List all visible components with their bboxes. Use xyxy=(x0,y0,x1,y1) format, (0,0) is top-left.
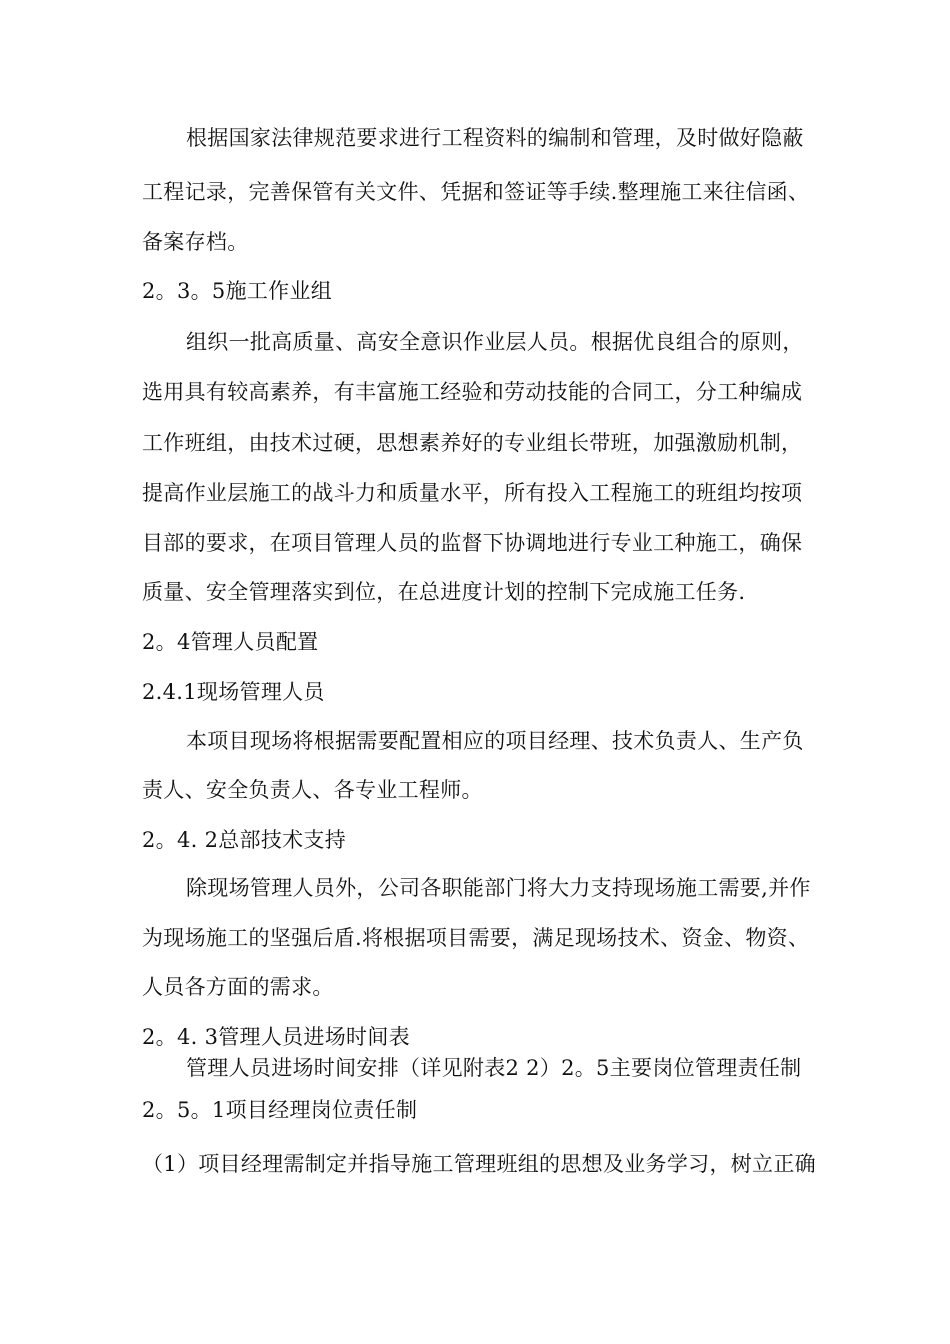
section-heading: 2。4. 2总部技术支持 xyxy=(142,828,347,852)
paragraph-line: 人员各方面的需求。 xyxy=(142,975,334,999)
paragraph-line: 工程记录，完善保管有关文件、凭据和签证等手续.整理施工来往信函、 xyxy=(142,180,810,204)
paragraph-line: 选用具有较高素养，有丰富施工经验和劳动技能的合同工，分工种编成 xyxy=(142,380,803,404)
section-heading: 2.4.1现场管理人员 xyxy=(142,680,325,704)
paragraph-line: 根据国家法律规范要求进行工程资料的编制和管理，及时做好隐蔽 xyxy=(186,126,804,150)
section-heading: 2。5。1项目经理岗位责任制 xyxy=(142,1098,418,1122)
paragraph-line: 提高作业层施工的战斗力和质量水平，所有投入工程施工的班组均按项 xyxy=(142,481,803,505)
section-heading: 2。3。5施工作业组 xyxy=(142,279,333,303)
paragraph-line: 组织一批高质量、高安全意识作业层人员。根据优良组合的原则， xyxy=(186,330,804,354)
paragraph-line: 为现场施工的坚强后盾.将根据项目需要，满足现场技术、资金、物资、 xyxy=(142,926,810,950)
paragraph-line: 目部的要求，在项目管理人员的监督下协调地进行专业工种施工，确保 xyxy=(142,531,803,555)
paragraph-line: 本项目现场将根据需要配置相应的项目经理、技术负责人、生产负 xyxy=(186,729,804,753)
paragraph-line: （1）项目经理需制定并指导施工管理班组的思想及业务学习，树立正确 xyxy=(142,1152,816,1176)
section-heading: 2。4. 3管理人员进场时间表 xyxy=(142,1025,410,1049)
paragraph-line: 质量、安全管理落实到位，在总进度计划的控制下完成施工任务. xyxy=(142,580,746,604)
section-heading: 2。4管理人员配置 xyxy=(142,630,319,654)
paragraph-line: 责人、安全负责人、各专业工程师。 xyxy=(142,778,483,802)
paragraph-line: 备案存档。 xyxy=(142,230,249,254)
paragraph-line: 除现场管理人员外，公司各职能部门将大力支持现场施工需要,并作 xyxy=(186,876,811,900)
paragraph-line: 管理人员进场时间安排（详见附表2 2）2。5主要岗位管理责任制 xyxy=(186,1056,802,1080)
paragraph-line: 工作班组，由技术过硬，思想素养好的专业组长带班，加强激励机制， xyxy=(142,431,803,455)
